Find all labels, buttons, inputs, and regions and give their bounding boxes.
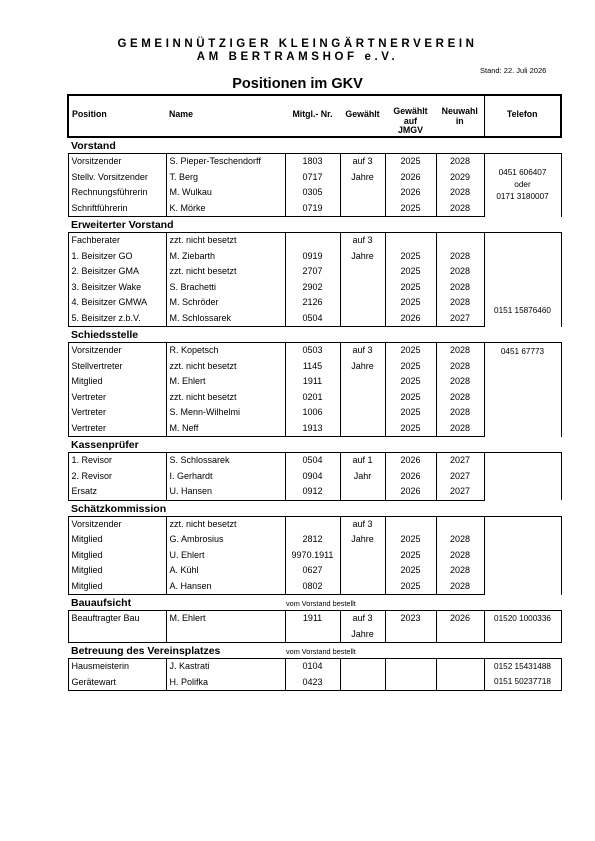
- cell-neu: 2028: [436, 579, 484, 595]
- section-header-betreuung: [68, 643, 561, 659]
- col-header-name: Name: [166, 95, 285, 137]
- cell-name: R. Kopetsch: [166, 343, 285, 359]
- cell-name: S. Menn-Wilhelmi: [166, 405, 285, 421]
- cell-jmgv: 2025: [385, 532, 436, 548]
- cell-nr: 1911: [285, 374, 340, 390]
- cell-nr: 2707: [285, 264, 340, 280]
- cell-gew: [340, 264, 385, 280]
- col-header-neuwahl-l2: in: [455, 115, 464, 126]
- cell-nr: 0719: [285, 201, 340, 217]
- section-title-cell: [68, 643, 285, 659]
- cell-name: M. Schlossarek: [166, 311, 285, 327]
- cell-pos: Fachberater: [68, 233, 166, 249]
- section-note-cell: [285, 595, 561, 611]
- cell-gew: auf 3: [340, 343, 385, 359]
- cell-nr: 2126: [285, 295, 340, 311]
- cell-name: T. Berg: [166, 170, 285, 186]
- cell-nr: 2902: [285, 280, 340, 296]
- cell-name: S. Brachetti: [166, 280, 285, 296]
- cell-pos: 2. Revisor: [68, 469, 166, 485]
- section-title-cell: [68, 217, 561, 233]
- phone-line: 0451 606407: [498, 168, 547, 178]
- cell-neu: 2028: [436, 249, 484, 265]
- cell-neu: 2028: [436, 295, 484, 311]
- cell-nr: 0201: [285, 390, 340, 406]
- table-body: [68, 137, 561, 691]
- col-header-telefon: Telefon: [484, 95, 561, 137]
- cell-jmgv: 2025: [385, 154, 436, 170]
- cell-gew: [340, 484, 385, 500]
- section-title-cell: [68, 437, 561, 453]
- cell-pos: Schriftführerin: [68, 201, 166, 217]
- cell-telefon: 0151 50237718: [484, 675, 561, 691]
- cell-name: K. Mörke: [166, 201, 285, 217]
- cell-jmgv: 2025: [385, 405, 436, 421]
- cell-jmgv: 2026: [385, 469, 436, 485]
- col-header-mitglied: Mitgl.- Nr.: [285, 95, 340, 137]
- cell-gew: auf 3: [340, 233, 385, 249]
- cell-telefon: 01520 1000336: [484, 611, 561, 627]
- cell-name: zzt. nicht besetzt: [166, 264, 285, 280]
- cell-nr: 1911: [285, 611, 340, 627]
- cell-pos: Stellvertreter: [68, 359, 166, 375]
- cell-pos: Mitglied: [68, 374, 166, 390]
- cell-gew: Jahre: [340, 532, 385, 548]
- cell-pos: Gerätewart: [68, 675, 166, 691]
- cell-name: M. Schröder: [166, 295, 285, 311]
- cell-pos: Vertreter: [68, 405, 166, 421]
- cell-pos: Vorsitzender: [68, 343, 166, 359]
- cell-pos: 1. Beisitzer GO: [68, 249, 166, 265]
- cell-name: A. Hansen: [166, 579, 285, 595]
- cell-neu: 2028: [436, 374, 484, 390]
- cell-pos: Vertreter: [68, 421, 166, 437]
- cell-neu: 2027: [436, 469, 484, 485]
- cell-neu: 2028: [436, 532, 484, 548]
- cell-gew: auf 1: [340, 453, 385, 469]
- cell-gew: [340, 280, 385, 296]
- cell-jmgv: [385, 675, 436, 691]
- table-row: [68, 154, 561, 170]
- cell-pos: 4. Beisitzer GMWA: [68, 295, 166, 311]
- col-header-gewaehlt-jmgv-l2: auf: [403, 115, 418, 126]
- cell-gew: [340, 185, 385, 201]
- section-title: Betreuung des Vereinsplatzes: [71, 645, 221, 658]
- cell-nr: 0912: [285, 484, 340, 500]
- cell-gew: [340, 579, 385, 595]
- cell-name: zzt. nicht besetzt: [166, 359, 285, 375]
- section-title: Schiedsstelle: [71, 329, 139, 342]
- cell-jmgv: 2026: [385, 311, 436, 327]
- table-row: [68, 659, 561, 675]
- cell-nr: 0802: [285, 579, 340, 595]
- cell-gew: [340, 548, 385, 564]
- cell-name: [166, 627, 285, 643]
- page-title: Positionen im GKV: [232, 76, 363, 92]
- cell-jmgv: 2025: [385, 280, 436, 296]
- cell-neu: 2027: [436, 484, 484, 500]
- cell-gew: [340, 374, 385, 390]
- club-name-line2: AM BERTRAMSHOF e.V.: [196, 51, 399, 63]
- cell-nr: 1913: [285, 421, 340, 437]
- section-title: Vorstand: [71, 140, 116, 153]
- cell-name: M. Neff: [166, 421, 285, 437]
- cell-name: G. Ambrosius: [166, 532, 285, 548]
- cell-neu: 2028: [436, 343, 484, 359]
- cell-neu: 2029: [436, 170, 484, 186]
- cell-neu: [436, 516, 484, 532]
- cell-gew: [340, 201, 385, 217]
- cell-neu: [436, 675, 484, 691]
- cell-pos: Mitglied: [68, 532, 166, 548]
- cell-gew: auf 3: [340, 611, 385, 627]
- cell-nr: 1803: [285, 154, 340, 170]
- cell-jmgv: 2025: [385, 343, 436, 359]
- cell-name: zzt. nicht besetzt: [166, 233, 285, 249]
- col-header-neuwahl: [436, 95, 484, 137]
- col-header-gewaehlt-jmgv-l1: Gewählt: [393, 106, 428, 116]
- cell-jmgv: [385, 516, 436, 532]
- cell-telefon: [484, 516, 561, 595]
- section-title-cell: [68, 137, 561, 154]
- cell-telefon: [484, 233, 561, 327]
- cell-pos: Rechnungsführerin: [68, 185, 166, 201]
- cell-gew: Jahre: [340, 170, 385, 186]
- cell-nr: [285, 627, 340, 643]
- section-header-kassen: [68, 437, 561, 453]
- cell-jmgv: 2025: [385, 579, 436, 595]
- table-row: [68, 611, 561, 627]
- cell-jmgv: 2025: [385, 548, 436, 564]
- cell-jmgv: 2026: [385, 484, 436, 500]
- cell-gew: [340, 405, 385, 421]
- cell-gew: auf 3: [340, 154, 385, 170]
- cell-jmgv: 2026: [385, 170, 436, 186]
- cell-gew: [340, 659, 385, 675]
- cell-gew: [340, 390, 385, 406]
- section-title-cell: [68, 595, 285, 611]
- cell-name: S. Schlossarek: [166, 453, 285, 469]
- cell-gew: Jahre: [340, 627, 385, 643]
- cell-name: H. Polifka: [166, 675, 285, 691]
- cell-jmgv: 2025: [385, 421, 436, 437]
- cell-jmgv: 2026: [385, 185, 436, 201]
- cell-nr: 0305: [285, 185, 340, 201]
- cell-neu: 2028: [436, 390, 484, 406]
- cell-gew: Jahr: [340, 469, 385, 485]
- cell-neu: 2027: [436, 311, 484, 327]
- cell-pos: Vorsitzender: [68, 516, 166, 532]
- cell-jmgv: 2025: [385, 390, 436, 406]
- table-row: [68, 516, 561, 532]
- cell-pos: [68, 627, 166, 643]
- cell-name: zzt. nicht besetzt: [166, 516, 285, 532]
- cell-gew: auf 3: [340, 516, 385, 532]
- section-header-vorstand: [68, 137, 561, 154]
- cell-nr: 0104: [285, 659, 340, 675]
- cell-pos: Vorsitzender: [68, 154, 166, 170]
- cell-name: J. Kastrati: [166, 659, 285, 675]
- cell-jmgv: 2025: [385, 374, 436, 390]
- cell-neu: [436, 233, 484, 249]
- section-note: vom Vorstand bestellt: [286, 647, 356, 657]
- cell-pos: Hausmeisterin: [68, 659, 166, 675]
- cell-pos: Stellv. Vorsitzender: [68, 170, 166, 186]
- cell-pos: Ersatz: [68, 484, 166, 500]
- section-header-schaetz: [68, 500, 561, 516]
- section-title-cell: [68, 327, 561, 343]
- cell-name: M. Ziebarth: [166, 249, 285, 265]
- cell-neu: [436, 659, 484, 675]
- cell-nr: 0504: [285, 311, 340, 327]
- cell-jmgv: [385, 233, 436, 249]
- cell-gew: [340, 421, 385, 437]
- cell-jmgv: 2025: [385, 264, 436, 280]
- cell-jmgv: 2025: [385, 249, 436, 265]
- phone-line: 0171 3180007: [496, 192, 549, 202]
- section-title: Bauaufsicht: [71, 597, 132, 610]
- cell-nr: 9970.1911: [285, 548, 340, 564]
- cell-nr: [285, 233, 340, 249]
- table-row: [68, 233, 561, 249]
- cell-pos: 5. Beisitzer z.b.V.: [68, 311, 166, 327]
- col-header-gewaehlt-jmgv-l3: JMGV: [398, 125, 423, 136]
- cell-neu: 2028: [436, 185, 484, 201]
- col-header-gewaehlt-jmgv: [385, 95, 436, 137]
- cell-neu: 2028: [436, 154, 484, 170]
- cell-nr: 0503: [285, 343, 340, 359]
- section-note: vom Vorstand bestellt: [286, 599, 356, 609]
- section-title: Kassenprüfer: [71, 439, 139, 452]
- cell-gew: [340, 675, 385, 691]
- col-header-gewaehlt: Gewählt: [340, 95, 385, 137]
- cell-jmgv: 2025: [385, 201, 436, 217]
- cell-jmgv: [385, 659, 436, 675]
- cell-neu: 2028: [436, 359, 484, 375]
- cell-name: M. Ehlert: [166, 374, 285, 390]
- cell-nr: 2812: [285, 532, 340, 548]
- cell-name: A. Kühl: [166, 563, 285, 579]
- cell-neu: 2028: [436, 264, 484, 280]
- col-header-position: Position: [68, 95, 166, 137]
- section-header-bau: [68, 595, 561, 611]
- phone-line: 0151 15876460: [494, 305, 551, 315]
- cell-nr: 0504: [285, 453, 340, 469]
- cell-nr: 0627: [285, 563, 340, 579]
- section-header-schieds: [68, 327, 561, 343]
- cell-telefon: [484, 154, 561, 217]
- cell-gew: [340, 563, 385, 579]
- cell-neu: [436, 627, 484, 643]
- cell-nr: 0919: [285, 249, 340, 265]
- col-header-neuwahl-l1: Neuwahl: [441, 106, 478, 116]
- section-title: Schätzkommission: [71, 502, 167, 515]
- cell-telefon: 0152 15431488: [484, 659, 561, 675]
- cell-pos: 3. Beisitzer Wake: [68, 280, 166, 296]
- cell-pos: Mitglied: [68, 579, 166, 595]
- cell-pos: Mitglied: [68, 548, 166, 564]
- cell-neu: 2026: [436, 611, 484, 627]
- cell-jmgv: 2025: [385, 563, 436, 579]
- cell-neu: 2028: [436, 280, 484, 296]
- table-row: [68, 627, 561, 643]
- section-header-erweitert: [68, 217, 561, 233]
- section-title-cell: [68, 500, 561, 516]
- cell-pos: Mitglied: [68, 563, 166, 579]
- cell-gew: [340, 295, 385, 311]
- section-note-cell: [285, 643, 561, 659]
- cell-jmgv: [385, 627, 436, 643]
- phone-line: oder: [514, 180, 531, 190]
- cell-jmgv: 2026: [385, 453, 436, 469]
- cell-pos: Beauftragter Bau: [68, 611, 166, 627]
- club-name-line1: GEMEINNÜTZIGER KLEINGÄRTNERVEREIN: [117, 38, 478, 50]
- cell-gew: Jahre: [340, 359, 385, 375]
- cell-gew: [340, 311, 385, 327]
- positions-table: [67, 94, 562, 691]
- cell-name: zzt. nicht besetzt: [166, 390, 285, 406]
- cell-name: M. Wulkau: [166, 185, 285, 201]
- cell-neu: 2028: [436, 548, 484, 564]
- cell-telefon: [484, 343, 561, 437]
- stand-date: Stand: 22. Juli 2026: [480, 66, 547, 75]
- cell-pos: Vertreter: [68, 390, 166, 406]
- cell-neu: 2027: [436, 453, 484, 469]
- cell-nr: 0423: [285, 675, 340, 691]
- cell-gew: Jahre: [340, 249, 385, 265]
- cell-neu: 2028: [436, 405, 484, 421]
- cell-telefon: [484, 453, 561, 501]
- cell-name: U. Ehlert: [166, 548, 285, 564]
- table-row: [68, 343, 561, 359]
- cell-name: U. Hansen: [166, 484, 285, 500]
- cell-nr: 0717: [285, 170, 340, 186]
- table-header-row: [68, 95, 561, 137]
- cell-name: I. Gerhardt: [166, 469, 285, 485]
- cell-telefon: [484, 627, 561, 643]
- cell-name: S. Pieper-Teschendorff: [166, 154, 285, 170]
- cell-pos: 1. Revisor: [68, 453, 166, 469]
- cell-jmgv: 2025: [385, 359, 436, 375]
- phone-line: 0451 67773: [500, 347, 545, 357]
- cell-jmgv: 2023: [385, 611, 436, 627]
- cell-neu: 2028: [436, 201, 484, 217]
- table-row: [68, 453, 561, 469]
- cell-nr: 1145: [285, 359, 340, 375]
- table-row: [68, 675, 561, 691]
- cell-neu: 2028: [436, 421, 484, 437]
- cell-name: M. Ehlert: [166, 611, 285, 627]
- cell-neu: 2028: [436, 563, 484, 579]
- cell-nr: 1006: [285, 405, 340, 421]
- cell-pos: 2. Beisitzer GMA: [68, 264, 166, 280]
- section-title: Erweiterter Vorstand: [71, 219, 174, 232]
- cell-nr: [285, 516, 340, 532]
- cell-jmgv: 2025: [385, 295, 436, 311]
- cell-nr: 0904: [285, 469, 340, 485]
